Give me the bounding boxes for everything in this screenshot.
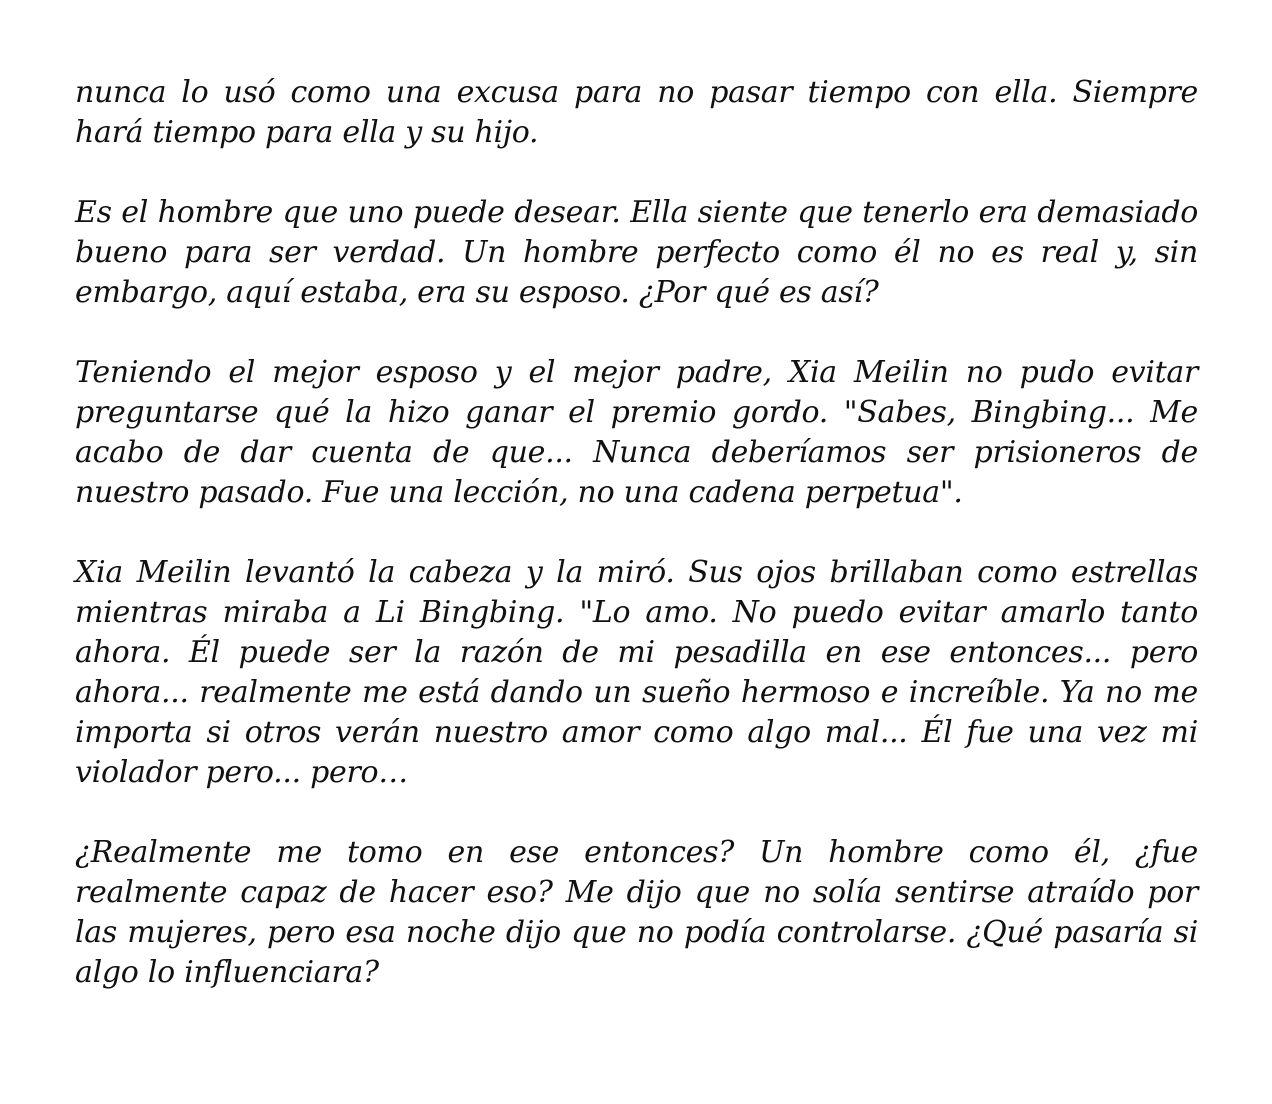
paragraph: nunca lo usó como una excusa para no pasar tiempo con ella. Siempre hará tiempo para ella y su hijo. xyxy=(75,75,1198,150)
paragraph: ¿Realmente me tomo en ese entonces? Un hombre como él, ¿fue realmente capaz de hacer eso? Me dijo que no solía sentirse atraído por las mujeres, pero esa noche dijo que no podía controlarse. ¿Qué pasaría si algo lo influenciara? xyxy=(75,835,1198,990)
document-page xyxy=(75,73,1198,1033)
paragraph: Es el hombre que uno puede desear. Ella siente que tenerlo era demasiado bueno para ser verdad. Un hombre perfecto como él no es real y, sin embargo, aquí estaba, era su esposo. ¿Por qué es así? xyxy=(75,195,1198,310)
paragraph: Xia Meilin levantó la cabeza y la miró. Sus ojos brillaban como estrellas mientras miraba a Li Bingbing. "Lo amo. No puedo evitar amarlo tanto ahora. Él puede ser la razón de mi pesadilla en ese entonces... pero ahora... realmente me está dando un sueño hermoso e increíble. Ya no me importa si otros verán nuestro amor como algo mal... Él fue una vez mi violador pero... pero… xyxy=(75,555,1198,790)
paragraph: Teniendo el mejor esposo y el mejor padre, Xia Meilin no pudo evitar preguntarse qué la hizo ganar el premio gordo. "Sabes, Bingbing... Me acabo de dar cuenta de que... Nunca deberíamos ser prisioneros de nuestro pasado. Fue una lección, no una cadena perpetua". xyxy=(75,355,1198,510)
